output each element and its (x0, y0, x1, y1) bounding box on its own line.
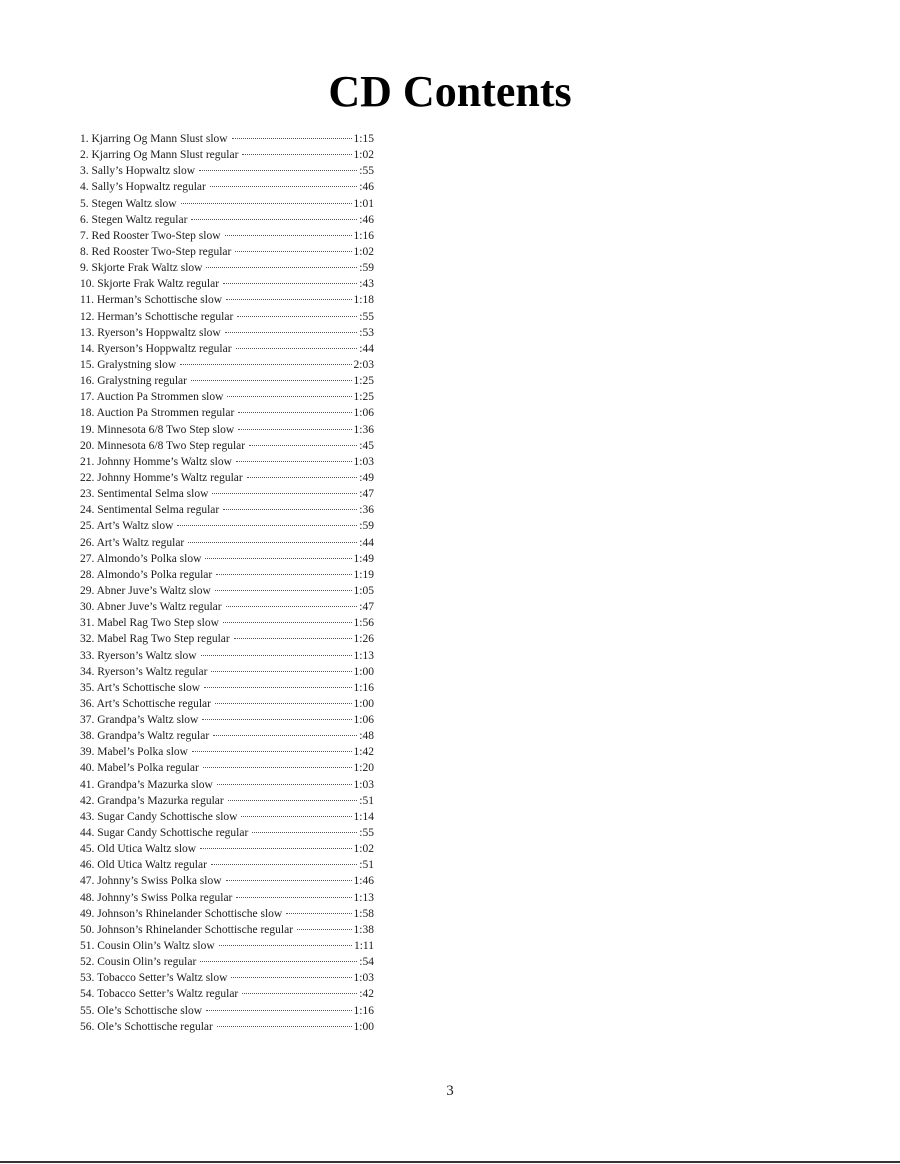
track-row (80, 244, 374, 260)
track-title: 32. Mabel Rag Two Step regular (80, 633, 230, 646)
track-duration: 1:14 (353, 810, 374, 823)
track-row (80, 857, 374, 873)
dot-leader (242, 993, 357, 994)
track-duration: :47 (359, 488, 374, 501)
track-row (80, 276, 374, 292)
track-title: 26. Art’s Waltz regular (80, 536, 185, 549)
track-row (80, 809, 374, 825)
dot-leader (177, 525, 357, 526)
track-duration: 1:01 (353, 197, 374, 210)
track-title: 29. Abner Juve’s Waltz slow (80, 584, 211, 597)
track-row (80, 373, 374, 389)
track-title: 56. Ole’s Schottische regular (80, 1020, 213, 1033)
track-duration: 1:16 (353, 229, 374, 242)
track-row (80, 648, 374, 664)
track-title: 20. Minnesota 6/8 Two Step regular (80, 439, 246, 452)
dot-leader (231, 977, 351, 978)
track-duration: 1:11 (353, 940, 374, 953)
dot-leader (211, 671, 351, 672)
track-duration: 1:03 (353, 972, 374, 985)
dot-leader (223, 509, 357, 510)
track-row (80, 422, 374, 438)
track-row (80, 986, 374, 1002)
track-row (80, 179, 374, 195)
track-title: 33. Ryerson’s Waltz slow (80, 649, 197, 662)
dot-leader (200, 848, 351, 849)
dot-leader (188, 542, 357, 543)
track-duration: :43 (359, 278, 374, 291)
dot-leader (206, 267, 357, 268)
track-row (80, 212, 374, 228)
track-title: 36. Art’s Schottische regular (80, 697, 211, 710)
track-title: 15. Gralystning slow (80, 358, 177, 371)
track-row (80, 599, 374, 615)
dot-leader (236, 897, 351, 898)
dot-leader (203, 767, 352, 768)
track-row (80, 1003, 374, 1019)
track-title: 53. Tobacco Setter’s Waltz slow (80, 972, 228, 985)
track-row (80, 389, 374, 405)
track-row (80, 535, 374, 551)
dot-leader (217, 1026, 352, 1027)
dot-leader (217, 784, 352, 785)
track-title: 11. Herman’s Schottische slow (80, 294, 223, 307)
track-title: 38. Grandpa’s Waltz regular (80, 730, 210, 743)
dot-leader (200, 961, 357, 962)
track-row (80, 454, 374, 470)
dot-leader (212, 493, 357, 494)
track-title: 47. Johnny’s Swiss Polka slow (80, 875, 222, 888)
dot-leader (210, 186, 357, 187)
track-duration: 1:06 (353, 714, 374, 727)
track-row (80, 163, 374, 179)
track-row (80, 470, 374, 486)
track-title: 44. Sugar Candy Schottische regular (80, 827, 249, 840)
track-duration: 1:03 (353, 455, 374, 468)
dot-leader (199, 170, 357, 171)
dot-leader (226, 299, 352, 300)
track-title: 13. Ryerson’s Hoppwaltz slow (80, 326, 221, 339)
track-duration: :55 (359, 165, 374, 178)
track-row (80, 793, 374, 809)
track-title: 5. Stegen Waltz slow (80, 197, 177, 210)
track-title: 14. Ryerson’s Hoppwaltz regular (80, 342, 232, 355)
track-row (80, 841, 374, 857)
track-row (80, 906, 374, 922)
track-duration: 1:03 (353, 778, 374, 791)
track-duration: 1:00 (353, 697, 374, 710)
track-row (80, 131, 374, 147)
track-duration: :42 (359, 988, 374, 1001)
track-title: 1. Kjarring Og Mann Slust slow (80, 133, 228, 145)
dot-leader (225, 235, 352, 236)
track-row (80, 438, 374, 454)
track-title: 22. Johnny Homme’s Waltz regular (80, 471, 243, 484)
track-duration: :46 (359, 213, 374, 226)
dot-leader (241, 816, 351, 817)
dot-leader (202, 719, 351, 720)
track-title: 25. Art’s Waltz slow (80, 520, 174, 533)
dot-leader (225, 332, 358, 333)
dot-leader (228, 800, 358, 801)
dot-leader (223, 283, 357, 284)
track-title: 42. Grandpa’s Mazurka regular (80, 794, 224, 807)
track-title: 6. Stegen Waltz regular (80, 213, 188, 226)
track-duration: 1:36 (353, 423, 374, 436)
track-duration: 1:46 (353, 875, 374, 888)
track-duration: :55 (359, 310, 374, 323)
track-row (80, 147, 374, 163)
track-row (80, 954, 374, 970)
track-row (80, 486, 374, 502)
track-title: 55. Ole’s Schottische slow (80, 1004, 203, 1017)
track-duration: 2:03 (353, 358, 374, 371)
track-duration: 1:42 (353, 746, 374, 759)
track-duration: 1:19 (353, 568, 374, 581)
track-row (80, 873, 374, 889)
track-duration: 1:02 (353, 149, 374, 162)
dot-leader (201, 655, 352, 656)
track-duration: :51 (359, 794, 374, 807)
dot-leader (235, 251, 351, 252)
track-duration: 1:25 (353, 375, 374, 388)
track-row (80, 938, 374, 954)
track-row (80, 341, 374, 357)
track-row (80, 970, 374, 986)
track-title: 37. Grandpa’s Waltz slow (80, 714, 199, 727)
track-title: 54. Tobacco Setter’s Waltz regular (80, 988, 239, 1001)
dot-leader (227, 396, 351, 397)
dot-leader (191, 219, 357, 220)
track-duration: 1:00 (353, 665, 374, 678)
track-duration: :36 (359, 504, 374, 517)
track-row (80, 728, 374, 744)
track-duration: :53 (359, 326, 374, 339)
track-title: 23. Sentimental Selma slow (80, 488, 209, 501)
dot-leader (204, 687, 351, 688)
track-title: 19. Minnesota 6/8 Two Step slow (80, 423, 235, 436)
dot-leader (232, 138, 352, 139)
dot-leader (219, 945, 352, 946)
track-duration: 1:05 (353, 584, 374, 597)
track-duration: 1:56 (353, 617, 374, 630)
page-number: 3 (446, 1083, 454, 1099)
dot-leader (226, 880, 352, 881)
track-title: 40. Mabel’s Polka regular (80, 762, 199, 775)
track-title: 49. Johnson’s Rhinelander Schottische slow (80, 907, 283, 920)
track-row (80, 357, 374, 373)
dot-leader (215, 590, 352, 591)
track-row (80, 664, 374, 680)
bottom-rule (0, 1161, 900, 1163)
track-row (80, 405, 374, 421)
track-title: 2. Kjarring Og Mann Slust regular (80, 149, 239, 162)
dot-leader (215, 703, 352, 704)
track-title: 18. Auction Pa Strommen regular (80, 407, 235, 420)
track-duration: :46 (359, 181, 374, 194)
track-title: 35. Art’s Schottische slow (80, 681, 201, 694)
track-title: 27. Almondo’s Polka slow (80, 552, 202, 565)
track-duration: 1:16 (353, 681, 374, 694)
track-row (80, 518, 374, 534)
track-row (80, 1019, 374, 1035)
track-duration: :55 (359, 827, 374, 840)
track-row (80, 502, 374, 518)
track-title: 4. Sally’s Hopwaltz regular (80, 181, 206, 194)
track-duration: :49 (359, 471, 374, 484)
track-row (80, 551, 374, 567)
dot-leader (191, 380, 352, 381)
track-row (80, 696, 374, 712)
track-duration: :59 (359, 520, 374, 533)
dot-leader (297, 929, 352, 930)
track-duration: :44 (359, 536, 374, 549)
track-row (80, 760, 374, 776)
track-row (80, 615, 374, 631)
track-row (80, 260, 374, 276)
track-row (80, 680, 374, 696)
track-row (80, 228, 374, 244)
track-duration: 1:02 (353, 843, 374, 856)
dot-leader (286, 913, 351, 914)
track-duration: :59 (359, 262, 374, 275)
track-duration: 1:00 (353, 1020, 374, 1033)
track-title: 17. Auction Pa Strommen slow (80, 391, 224, 404)
track-title: 43. Sugar Candy Schottische slow (80, 810, 238, 823)
track-row (80, 712, 374, 728)
track-duration: :54 (359, 956, 374, 969)
track-title: 46. Old Utica Waltz regular (80, 859, 207, 872)
dot-leader (216, 574, 351, 575)
track-duration: 1:20 (353, 762, 374, 775)
track-duration: :47 (359, 601, 374, 614)
track-title: 28. Almondo’s Polka regular (80, 568, 213, 581)
track-title: 10. Skjorte Frak Waltz regular (80, 278, 220, 291)
track-title: 12. Herman’s Schottische regular (80, 310, 234, 323)
track-row (80, 825, 374, 841)
track-row (80, 325, 374, 341)
dot-leader (237, 316, 357, 317)
track-row (80, 196, 374, 212)
track-row (80, 890, 374, 906)
track-title: 50. Johnson’s Rhinelander Schottische regular (80, 923, 294, 936)
track-row (80, 744, 374, 760)
track-title: 24. Sentimental Selma regular (80, 504, 220, 517)
page-title: CD Contents (328, 67, 572, 116)
track-title: 8. Red Rooster Two-Step regular (80, 245, 232, 258)
track-list (80, 131, 374, 1035)
dot-leader (211, 864, 357, 865)
track-title: 52. Cousin Olin’s regular (80, 956, 197, 969)
track-duration: 1:38 (353, 923, 374, 936)
dot-leader (242, 154, 351, 155)
track-title: 30. Abner Juve’s Waltz regular (80, 601, 222, 614)
track-title: 41. Grandpa’s Mazurka slow (80, 778, 213, 791)
track-title: 39. Mabel’s Polka slow (80, 746, 188, 759)
track-duration: 1:06 (353, 407, 374, 420)
track-duration: :45 (359, 439, 374, 452)
track-duration: 1:25 (353, 391, 374, 404)
track-duration: :51 (359, 859, 374, 872)
track-title: 21. Johnny Homme’s Waltz slow (80, 455, 232, 468)
track-row (80, 922, 374, 938)
track-duration: 1:18 (353, 294, 374, 307)
track-duration: 1:15 (353, 133, 374, 145)
track-row (80, 292, 374, 308)
track-duration: 1:02 (353, 245, 374, 258)
track-title: 7. Red Rooster Two-Step slow (80, 229, 221, 242)
track-row (80, 583, 374, 599)
track-row (80, 631, 374, 647)
dot-leader (213, 735, 357, 736)
dot-leader (247, 477, 358, 478)
track-title: 48. Johnny’s Swiss Polka regular (80, 891, 233, 904)
track-duration: 1:13 (353, 891, 374, 904)
track-row (80, 309, 374, 325)
track-duration: :48 (359, 730, 374, 743)
dot-leader (249, 445, 357, 446)
track-duration: 1:16 (353, 1004, 374, 1017)
track-title: 9. Skjorte Frak Waltz slow (80, 262, 203, 275)
track-title: 34. Ryerson’s Waltz regular (80, 665, 208, 678)
dot-leader (226, 606, 358, 607)
track-row (80, 567, 374, 583)
dot-leader (181, 203, 352, 204)
track-title: 3. Sally’s Hopwaltz slow (80, 165, 195, 178)
dot-leader (206, 1010, 352, 1011)
track-duration: 1:13 (353, 649, 374, 662)
track-row (80, 777, 374, 793)
dot-leader (236, 348, 358, 349)
dot-leader (223, 622, 352, 623)
dot-leader (234, 638, 352, 639)
dot-leader (192, 751, 352, 752)
dot-leader (205, 558, 351, 559)
track-title: 45. Old Utica Waltz slow (80, 843, 197, 856)
dot-leader (236, 461, 352, 462)
track-duration: 1:49 (353, 552, 374, 565)
dot-leader (238, 412, 351, 413)
track-duration: 1:58 (353, 907, 374, 920)
dot-leader (180, 364, 351, 365)
dot-leader (252, 832, 357, 833)
track-title: 51. Cousin Olin’s Waltz slow (80, 940, 215, 953)
track-duration: 1:26 (353, 633, 374, 646)
dot-leader (238, 429, 351, 430)
track-title: 16. Gralystning regular (80, 375, 187, 388)
track-title: 31. Mabel Rag Two Step slow (80, 617, 219, 630)
track-duration: :44 (359, 342, 374, 355)
